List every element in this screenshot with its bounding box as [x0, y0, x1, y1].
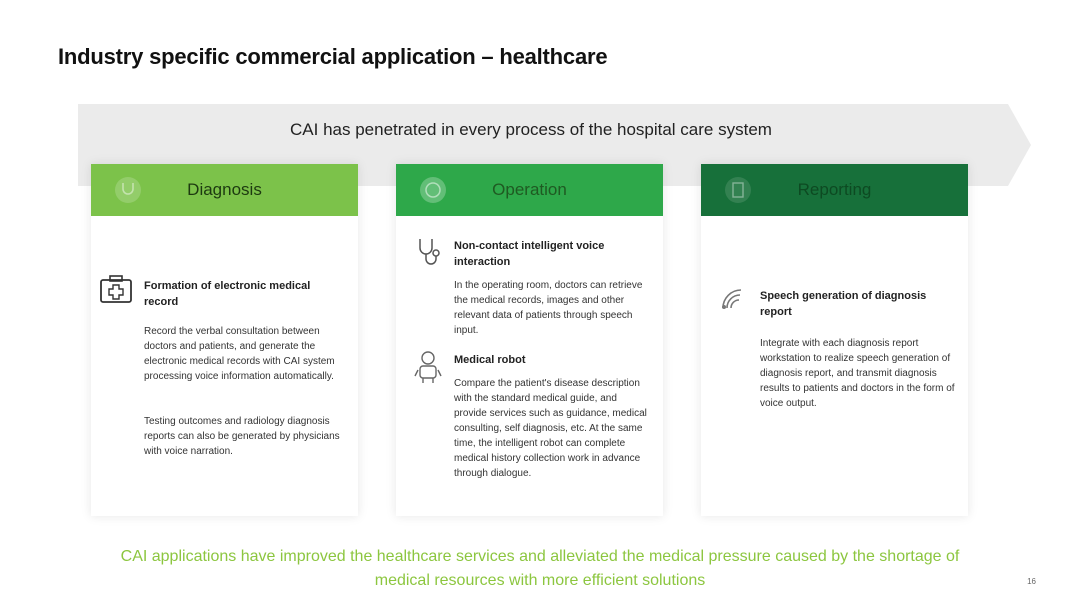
medical-record-icon — [99, 274, 133, 304]
emr-item — [99, 274, 349, 474]
page-number: 16 — [1027, 577, 1036, 586]
voice-interaction-body: In the operating room, doctors can retrieve the medical records, images and other relevant data of patients through speech input. — [454, 280, 643, 336]
reporting-column — [701, 164, 968, 516]
voice-wave-icon — [717, 282, 749, 314]
reporting-header — [701, 164, 968, 216]
diagnosis-column — [91, 164, 358, 516]
banner-text: CAI has penetrated in every process of the hospital care system — [290, 120, 772, 139]
diagnosis-header — [91, 164, 358, 216]
footer-line-2: medical resources with more efficient solutions — [374, 572, 706, 589]
emr-title: Formation of electronic medical record — [144, 280, 311, 308]
emr-body-2: Testing outcomes and radiology diagnosis reports can also be generated by physicians with voice narration. — [144, 416, 340, 457]
robot-icon — [414, 350, 446, 386]
operation-heading: Operation — [492, 180, 567, 199]
medical-robot-title: Medical robot — [454, 354, 526, 366]
operation-header — [396, 164, 663, 216]
voice-interaction-item — [414, 236, 654, 341]
footer-line-1: CAI applications have improved the healthcare services and alleviated the medical pressure caused by the shortage of — [120, 548, 960, 565]
emr-body-1: Record the verbal consultation between doctors and patients, and generate the electronic medical records with CAI system processing voice information automatically. — [144, 326, 335, 382]
footer-statement — [60, 545, 1020, 593]
diagnosis-heading: Diagnosis — [187, 180, 262, 199]
reporting-heading: Reporting — [797, 180, 872, 199]
medical-robot-body: Compare the patient's disease description with the standard medical guide, and provide services such as guidance, medical consulting, self diagnosis, etc. At the same time, the intelligent robot can complete medical history collection work in advance through dialogue. — [454, 378, 647, 479]
speech-report-title: Speech generation of diagnosis report — [760, 290, 927, 318]
operation-column — [396, 164, 663, 516]
slide-title: Industry specific commercial application – healthcare — [58, 44, 608, 69]
stethoscope-icon — [414, 236, 446, 268]
medical-robot-item — [414, 350, 654, 500]
voice-interaction-title: Non-contact intelligent voice interaction — [454, 240, 605, 268]
speech-report-body: Integrate with each diagnosis report workstation to realize speech generation of diagnosis report, and transmit diagnosis results to patients and doctors in the form of voice output. — [760, 338, 955, 409]
speech-report-item — [717, 282, 962, 442]
